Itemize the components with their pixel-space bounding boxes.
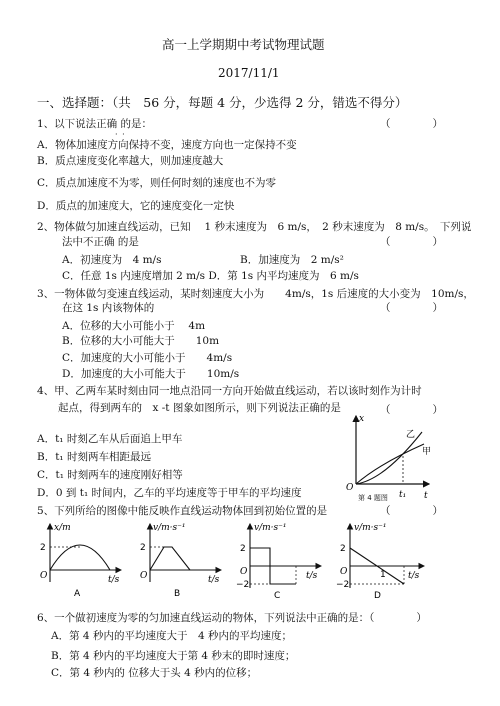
question-1-option-c: C．质点加速度不为零，则任何时刻的速度也不为零 [37,177,277,189]
answer-paren-3: （ ） [380,302,443,314]
graph-c-ylabel: v/m·s⁻¹ [254,523,287,533]
section-heading: 一、选择题：（共 56 分，每题 4 分，少选得 2 分，错选不得分） [37,95,408,110]
question-6-option-b: B．第 4 秒内的平均速度大于第 4 秒末的即时速度； [51,650,296,662]
graph-d-x1: 1 [380,570,386,580]
graph-b-y1: 2 [140,543,146,553]
emphasis-dots: · · [115,130,126,139]
origin-label: O [346,483,354,493]
question-6-option-a: A．第 4 秒内的平均速度大于 4 秒内的平均速度； [51,630,292,642]
question-2-stem-line2: 法中不正确 的是 [62,236,139,248]
question-2-option-a: A．初速度为 4 m/s [62,254,162,266]
graph-b-xlabel: t/s [208,575,220,585]
question-4-stem: 4、甲、乙两车某时刻由同一地点沿同一方向开始做直线运动，若以该时刻作为计时 [37,385,422,397]
question-3-stem: 3、一物体做匀变速直线运动，某时刻速度大小为 4m/s，1s 后速度的大小变为 10m/s， [37,288,474,300]
graph-d-y1: 2 [340,544,346,554]
exam-date: 2017/11/1 [218,66,280,80]
question-3-stem-line2: 在这 1s 内该物体的 [62,302,155,314]
question-5-graph-c [236,520,326,600]
curve-jia-label: 甲 [422,447,432,457]
question-2-option-b: B．加速度为 2 m/s² [240,254,344,266]
question-5-graph-d [336,520,436,600]
answer-paren-2: （ ） [380,236,443,248]
page-title: 高一上学期期中考试物理试题 [162,37,325,52]
graph-b-ylabel: v/m·s⁻¹ [153,523,186,533]
curve-yi-label: 乙 [406,430,416,440]
question-5-stem: 5、下列所给的图像中能反映作直线运动物体回到初始位置的是 [37,505,328,517]
question-1-option-a: A．物体加速度方向保持不变，速度方向也一定保持不变 [37,139,297,151]
graph-b-line [150,547,190,570]
question-4-option-c: C．t₁ 时刻两车的速度刚好相等 [37,469,183,481]
question-3-option-c: C．加速度的大小可能小于 4m/s [62,352,233,364]
question-3-option-d: D．加速度的大小可能大于 10m/s [62,368,240,380]
axis-label-t: t [424,491,428,501]
graph-a-y1: 2 [40,543,46,553]
question-4-option-b: B．t₁ 时刻两车相距最远 [37,451,151,463]
graph-d-origin: O [340,567,348,577]
graph-c-origin: O [240,567,248,577]
question-1-stem: 1、以下说法正确 的是： [37,118,153,130]
graph-a-origin: O [40,571,48,581]
question-4-xt-graph [344,412,434,500]
graph-a-curve [50,545,110,570]
graph-a-letter: A [74,589,81,599]
graph-c-xlabel: t/s [306,571,318,581]
question-5-graph-b [136,520,226,600]
question-6-stem: 6、一个做初速度为零的匀加速直线运动的物体，下列说法中正确的是：（ ） [37,612,427,624]
question-2-stem: 2、物体做匀加速直线运动，已知 1 秒末速度为 6 m/s， 2 秒末速度为 8 m/s。 下列说 [37,221,472,233]
question-1-option-b: B．质点速度变化率越大，则加速度越大 [37,155,224,167]
graph-d-y2: −2 [336,580,350,590]
graph-b-origin: O [140,571,148,581]
question-4-stem-line2: 起点，得到两车的 x -t 图象如图所示，则下列说法正确的是 [58,402,341,414]
curve-jia [356,444,424,484]
answer-paren-4: （ ） [380,404,443,416]
question-6-option-c: C．第 4 秒内的 位移大于头 4 秒内的位移； [51,667,258,679]
answer-paren-1: （ ） [380,118,443,130]
figure-caption: 第 4 题图 [358,494,388,502]
graph-d-letter: D [374,591,381,601]
question-1-option-d: D．质点的加速度大，它的速度变化一定快 [37,200,235,212]
graph-c-letter: C [274,591,281,601]
graph-d-ylabel: v/m·s⁻¹ [354,523,387,533]
t1-label: t₁ [399,490,407,500]
question-4-option-a: A．t₁ 时刻乙车从后面追上甲车 [37,433,183,445]
question-4-option-d: D．0 到 t₁ 时间内，乙车的平均速度等于甲车的平均速度 [37,487,302,499]
question-5-graph-a [36,520,126,600]
answer-paren-5: （ ） [380,505,443,517]
graph-c-y2: −2 [236,580,250,590]
graph-a-xlabel: t/s [108,575,120,585]
question-3-option-a: A．位移的大小可能小于 4m [62,320,206,332]
question-2-option-cd: C．任意 1s 内速度增加 2 m/s D．第 1s 内平均速度为 6 m/s [62,270,359,282]
question-3-option-b: B．位移的大小可能大于 10m [62,335,220,347]
graph-c-y1: 2 [240,544,246,554]
axis-label-x: x [359,414,365,424]
graph-b-letter: B [174,589,181,599]
graph-d-xlabel: t/s [408,571,420,581]
graph-a-ylabel: x/m [54,523,71,533]
